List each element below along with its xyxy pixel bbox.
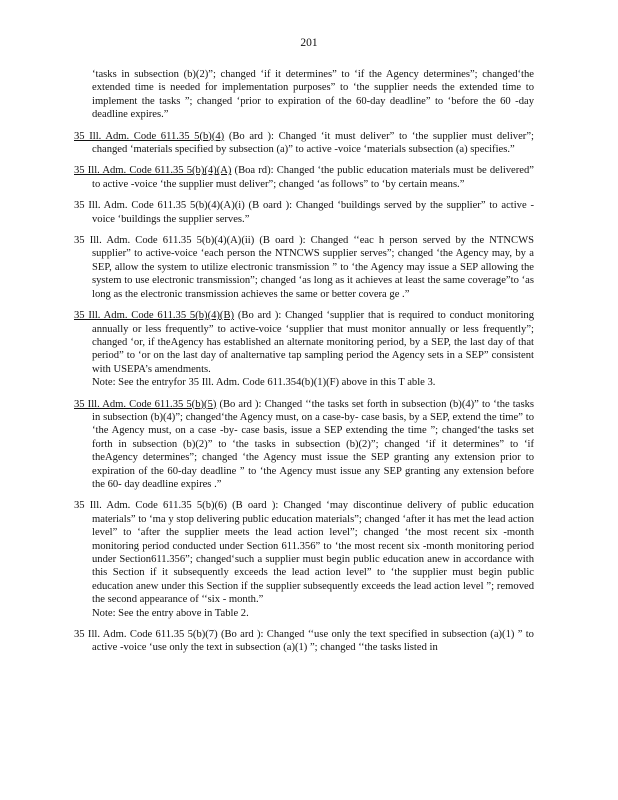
- citation: 35 Ill. Adm. Code 611.35 5(b)(4): [74, 130, 225, 142]
- citation: 35 Ill. Adm. Code 611.35 5(b)(7): [74, 629, 218, 641]
- table-entry: [74, 309, 534, 389]
- table-entry: [74, 164, 534, 191]
- citation: 35 Ill. Adm. Code 611.35 5(b)(6): [74, 500, 227, 512]
- table-entry: [74, 499, 534, 620]
- table-entry: [74, 199, 534, 226]
- table-entry: [74, 130, 534, 157]
- entry-text: (B oard ): Changed ‘buildings served by the supplier” to active -voice ‘buildings the supplier serves.”: [92, 200, 534, 225]
- entry-text: (Bo ard ): Changed ‘supplier that is required to conduct monitoring annually or less frequently” to active-voice ‘supplier that must monitor annually or less frequently”; changed ‘or, if theAgency has established an alternate monitoring period, by a SEP, the last day of that period” to ‘or on the last day of analternative tap sampling period the Agency sets in a SEP” consistent with USEPA’s amendments.: [92, 310, 534, 375]
- citation: 35 Ill. Adm. Code 611.35 5(b)(5): [74, 398, 217, 410]
- entry-note: Note: See the entryfor 35 Ill. Adm. Code 611.354(b)(1)(F) above in this T able 3.: [92, 377, 436, 389]
- citation: 35 Ill. Adm. Code 611.35 5(b)(4)(B): [74, 310, 235, 322]
- table-entry: [74, 628, 534, 655]
- table-entry: [74, 398, 534, 492]
- entry-note: Note: See the entry above in Table 2.: [92, 607, 249, 619]
- table-entry: [74, 68, 534, 122]
- entry-text: (B oard ): Changed ‘may discontinue delivery of public education materials” to ‘ma y stop delivering public education materials”; changed ‘after it has met the lead action level” to ‘after the supplier meets the lead action level”; changed ‘the most recent six -month monitoring period conducted under Section 611.356” to ‘the most recent six -month monitoring period under Section611.356”; changed‘such a supplier must begin public education anew in accordance with this Section if it subsequently exceeds the lead action level” to ‘the supplier must begin public education anew under this Section if the supplier subsequently exceeds the lead action level ”; removed the second appearance of ‘‘six - month.”: [92, 500, 534, 606]
- table-entries: [74, 68, 534, 663]
- entry-text: (Bo ard ): Changed ‘‘use only the text specified in subsection (a)(1) ” to active -voice ‘use only the text in subsection (a)(1) ”; changed ‘‘the tasks listed in: [92, 629, 534, 654]
- entry-text: ‘tasks in subsection (b)(2)”; changed ‘if it determines” to ‘if the Agency determines”; changed‘the extended time is needed for implementation purposes” to ‘the supplier needs the extended time to implement the tasks ”; changed ‘prior to expiration of the 60-day deadline” to ‘before the 60 -day deadline expires.”: [92, 69, 534, 121]
- entry-text: (B oard ): Changed ‘‘eac h person served by the NTNCWS supplier” to active-voice ‘each person the NTNCWS supplier serves”; changed ‘the Agency may, by a SEP, allow the system to utilize electronic transmission ” to ‘the Agency may issue a SEP allowing the system to use electronic transmission”; changed ‘as long as it achieves at least the same coverage”to ‘as long as the electronic transmission achieves the same or better covera ge .”: [92, 235, 534, 300]
- entry-text: (Bo ard ): Changed ‘‘the tasks set forth in subsection (b)(4)” to ‘the tasks in subsection (b)(4)”; changed‘the Agency must, on a case-by- case basis, by a SEP, extend the time” to ‘the Agency must, on a case -by- case basis, issue a SEP extending the time ”; changed‘the tasks set forth in subsection (b)(2)” to ‘the tasks in subsection (b)(2)”; changed ‘if it determines” to ‘if theAgency determines”; changed ‘the Agency must issue the SEP granting any extension prior to expiration of the 60-day deadline ” to ‘the Agency must issue any SEP granting any extension before the 60- day deadline expires .”: [92, 398, 534, 490]
- citation: 35 Ill. Adm. Code 611.35 5(b)(4)(A)(ii): [74, 235, 255, 247]
- entry-text: (Bo ard ): Changed ‘it must deliver” to ‘the supplier must deliver”; changed ‘materials specified by subsection (a)” to active -voice ‘materials subsection (a) specifies.”: [92, 130, 534, 156]
- page-number: 201: [300, 37, 318, 49]
- citation: 35 Ill. Adm. Code 611.35 5(b)(4)(A): [74, 165, 232, 177]
- citation: 35 Ill. Adm. Code 611.35 5(b)(4)(A)(i): [74, 200, 245, 212]
- entry-text: (Boa rd): Changed ‘the public education materials must be delivered” to active -voice ‘the supplier must deliver”; changed ‘as follows” to ‘by certain means.”: [92, 165, 534, 190]
- table-entry: [74, 234, 534, 301]
